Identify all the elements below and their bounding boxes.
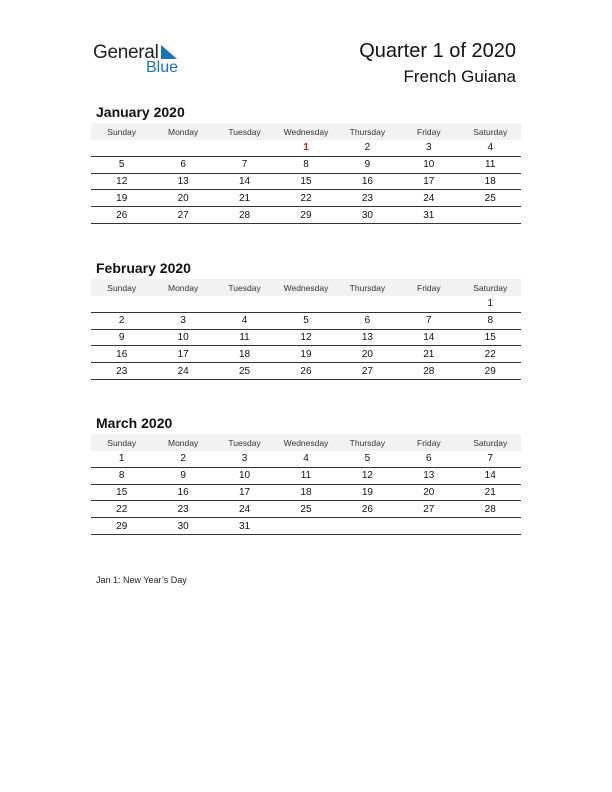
day-cell: 2 — [118, 315, 125, 327]
week-row — [91, 207, 521, 224]
week-row — [91, 190, 521, 207]
day-cell: 11 — [300, 470, 312, 482]
weekday-header-row — [91, 279, 521, 296]
day-cell: 9 — [364, 159, 371, 171]
weekday-label: Friday — [417, 437, 441, 448]
day-cell: 1 — [118, 453, 125, 465]
day-cell: 18 — [484, 175, 496, 187]
month-calendar — [91, 101, 521, 224]
day-cell: 28 — [238, 209, 251, 221]
day-cell: 6 — [180, 159, 186, 171]
day-cell: 22 — [300, 192, 312, 204]
logo-text-blue: Blue — [146, 59, 179, 76]
day-cell: 15 — [116, 486, 128, 498]
day-cell: 29 — [300, 209, 312, 221]
weekday-label: Tuesday — [228, 126, 261, 137]
weekday-label: Saturday — [473, 126, 508, 137]
weekday-label: Friday — [417, 282, 441, 293]
day-cell: 4 — [487, 142, 494, 154]
weekday-label: Wednesday — [283, 282, 329, 293]
weekday-label: Friday — [417, 126, 441, 137]
day-cell: 5 — [303, 315, 309, 327]
month-title: January 2020 — [96, 104, 185, 120]
day-cell: 12 — [361, 470, 373, 482]
day-cell: 29 — [116, 520, 128, 532]
day-cell: 10 — [177, 331, 189, 343]
day-cell: 13 — [423, 470, 435, 482]
weekday-label: Monday — [168, 282, 199, 293]
day-cell: 5 — [118, 159, 125, 171]
weekday-label: Wednesday — [283, 126, 329, 137]
day-cell: 26 — [361, 503, 373, 515]
week-row — [91, 468, 521, 485]
day-cell: 19 — [116, 192, 128, 204]
day-cell: 2 — [364, 142, 371, 154]
day-cell: 9 — [118, 331, 125, 343]
week-row — [91, 174, 521, 191]
weekday-label: Saturday — [473, 282, 508, 293]
day-cell: 15 — [484, 331, 496, 343]
weekday-label: Tuesday — [228, 437, 261, 448]
week-row — [91, 157, 521, 174]
holiday-day-cell: 1 — [303, 142, 309, 154]
page-title: Quarter 1 of 2020 — [359, 40, 516, 62]
week-row — [91, 346, 521, 363]
day-cell: 6 — [364, 315, 371, 327]
day-cell: 9 — [180, 470, 186, 482]
day-cell: 26 — [300, 365, 312, 377]
day-cell: 3 — [426, 142, 432, 154]
week-row — [91, 330, 521, 347]
day-cell: 7 — [241, 159, 248, 171]
day-cell: 23 — [116, 365, 128, 377]
day-cell: 24 — [177, 365, 189, 377]
day-cell: 8 — [303, 159, 309, 171]
day-cell: 3 — [241, 453, 248, 465]
day-cell: 12 — [116, 175, 128, 187]
day-cell: 20 — [423, 486, 435, 498]
weekday-label: Sunday — [107, 282, 137, 293]
day-cell: 14 — [484, 470, 496, 482]
day-cell: 17 — [177, 348, 189, 360]
holiday-note: Jan 1: New Year’s Day — [96, 575, 187, 585]
weekday-label: Saturday — [473, 437, 508, 448]
day-cell: 11 — [239, 331, 250, 343]
day-cell: 18 — [300, 486, 312, 498]
weekday-label: Thursday — [349, 126, 386, 137]
day-cell: 3 — [180, 315, 186, 327]
day-cell: 25 — [238, 365, 251, 377]
day-cell: 25 — [300, 503, 312, 515]
logo-text-general: General — [93, 42, 159, 63]
week-row — [91, 501, 521, 518]
day-cell: 19 — [300, 348, 312, 360]
day-cell: 16 — [177, 486, 189, 498]
day-cell: 14 — [423, 331, 435, 343]
week-row — [91, 313, 521, 330]
day-cell: 6 — [426, 453, 432, 465]
day-cell: 4 — [303, 453, 309, 465]
day-cell: 17 — [238, 486, 251, 498]
week-row — [91, 518, 521, 535]
day-cell: 13 — [361, 331, 373, 343]
day-cell: 21 — [423, 348, 435, 360]
month-title: March 2020 — [96, 415, 173, 431]
day-cell: 4 — [241, 315, 248, 327]
page-subtitle: French Guiana — [403, 67, 516, 86]
week-row — [91, 296, 521, 313]
day-cell: 13 — [177, 175, 189, 187]
weekday-label: Monday — [168, 437, 199, 448]
day-cell: 12 — [300, 331, 312, 343]
day-cell: 5 — [364, 453, 371, 465]
day-cell: 23 — [361, 192, 373, 204]
weekday-label: Sunday — [107, 126, 137, 137]
day-cell: 30 — [177, 520, 189, 532]
day-cell: 31 — [423, 209, 435, 221]
weekday-label: Wednesday — [283, 437, 329, 448]
day-cell: 23 — [177, 503, 189, 515]
weekday-header-row — [91, 123, 521, 140]
day-cell: 27 — [177, 209, 189, 221]
weekday-header-row — [91, 434, 521, 451]
weekday-label: Sunday — [107, 437, 137, 448]
day-cell: 16 — [116, 348, 128, 360]
month-calendar — [91, 257, 521, 380]
week-row — [91, 485, 521, 502]
day-cell: 26 — [116, 209, 128, 221]
day-cell: 22 — [484, 348, 496, 360]
week-row — [91, 363, 521, 380]
day-cell: 22 — [116, 503, 128, 515]
day-cell: 15 — [300, 175, 312, 187]
day-cell: 14 — [238, 175, 251, 187]
day-cell: 27 — [361, 365, 373, 377]
week-row — [91, 140, 521, 157]
day-cell: 17 — [423, 175, 435, 187]
day-cell: 24 — [423, 192, 435, 204]
day-cell: 28 — [484, 503, 496, 515]
blue-triangle-logo-icon — [161, 45, 177, 59]
day-cell: 11 — [485, 159, 496, 171]
day-cell: 24 — [238, 503, 251, 515]
month-calendar — [91, 412, 521, 535]
day-cell: 31 — [238, 520, 251, 532]
day-cell: 16 — [361, 175, 373, 187]
day-cell: 28 — [423, 365, 435, 377]
month-title: February 2020 — [96, 260, 191, 276]
day-cell: 2 — [180, 453, 186, 465]
day-cell: 7 — [487, 453, 494, 465]
day-cell: 25 — [484, 192, 496, 204]
day-cell: 20 — [177, 192, 189, 204]
logo — [93, 40, 193, 80]
day-cell: 29 — [484, 365, 496, 377]
weekday-label: Tuesday — [228, 282, 261, 293]
day-cell: 8 — [487, 315, 494, 327]
day-cell: 21 — [484, 486, 496, 498]
weekday-label: Thursday — [349, 282, 386, 293]
week-row — [91, 451, 521, 468]
day-cell: 8 — [118, 470, 125, 482]
weekday-label: Thursday — [349, 437, 386, 448]
day-cell: 10 — [238, 470, 251, 482]
weekday-label: Monday — [168, 126, 199, 137]
day-cell: 1 — [487, 298, 494, 310]
day-cell: 10 — [423, 159, 435, 171]
day-cell: 19 — [361, 486, 373, 498]
day-cell: 18 — [238, 348, 251, 360]
day-cell: 20 — [361, 348, 373, 360]
day-cell: 30 — [361, 209, 373, 221]
day-cell: 27 — [423, 503, 435, 515]
day-cell: 7 — [426, 315, 432, 327]
day-cell: 21 — [238, 192, 251, 204]
